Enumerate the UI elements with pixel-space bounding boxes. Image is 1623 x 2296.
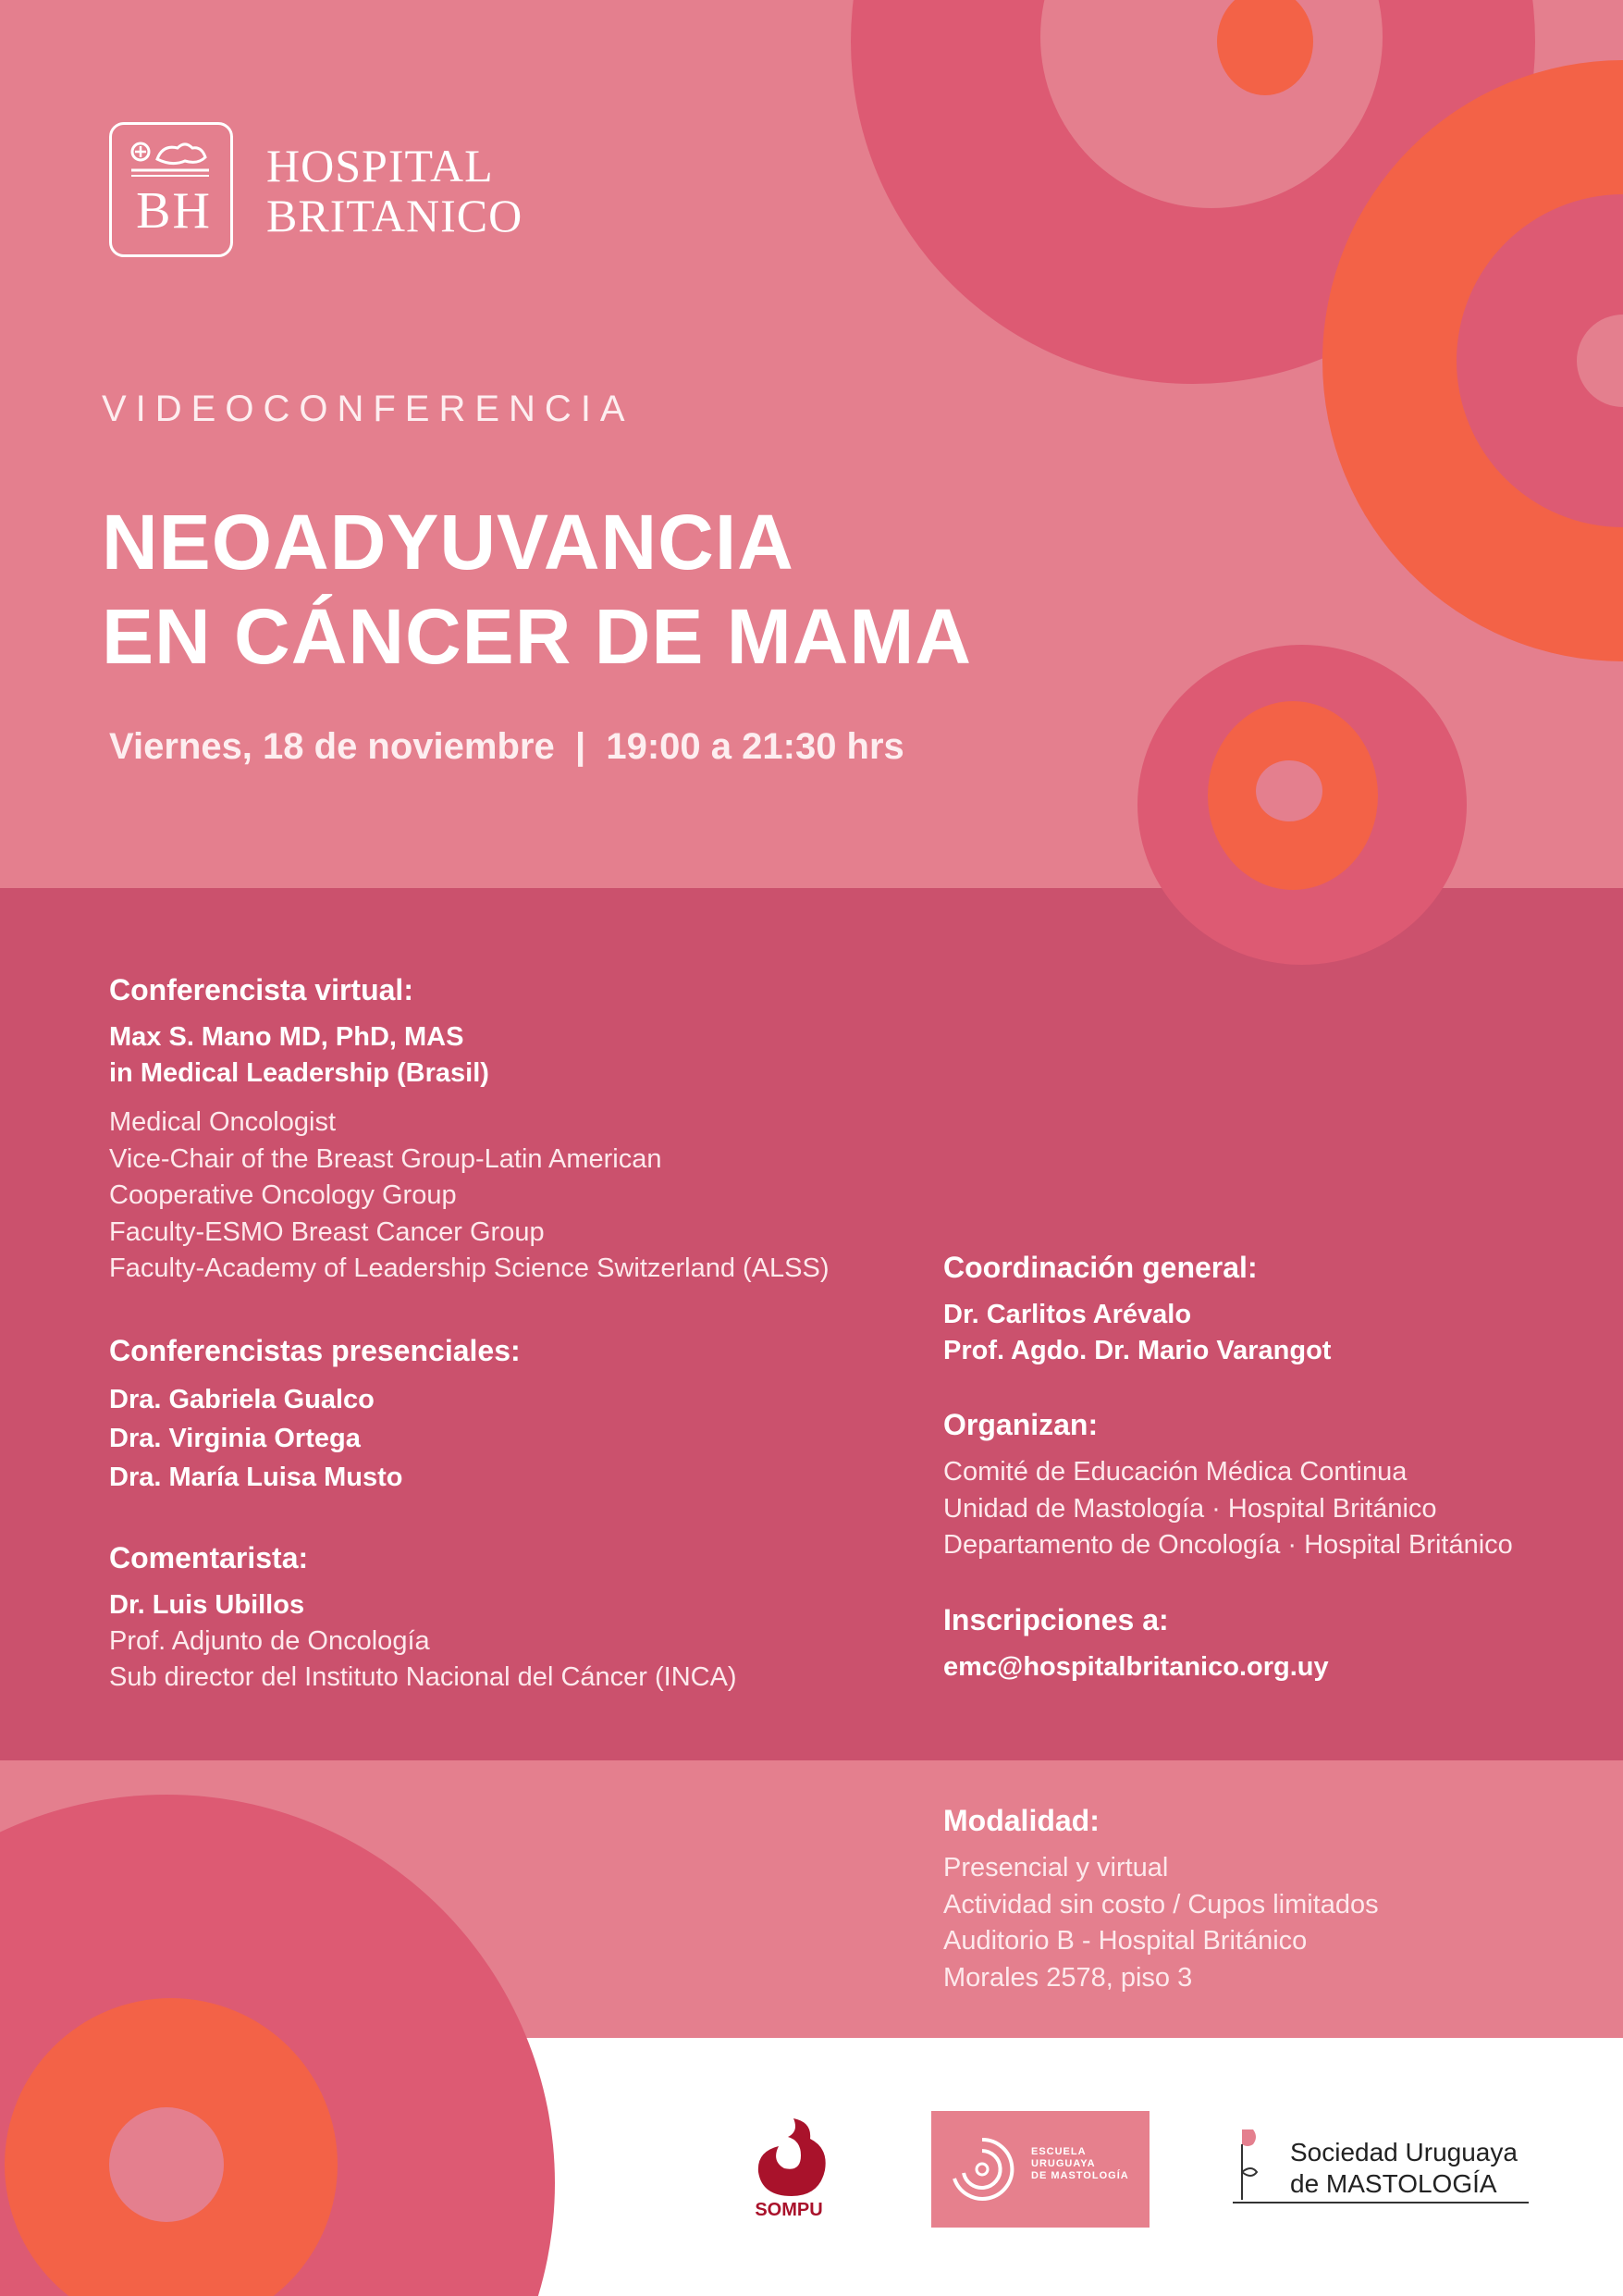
sompu-label: SOMPU (755, 2200, 823, 2220)
lion-crest-icon (124, 137, 216, 183)
comentarista-name: Dr. Luis Ubillos (109, 1589, 305, 1620)
speakers-column (109, 971, 904, 1697)
event-kicker: VIDEOCONFERENCIA (102, 389, 634, 429)
flower-icon (1233, 2128, 1260, 2202)
title-line-1: NEOADYUVANCIA (102, 499, 794, 586)
organizer-item: Departamento de Oncología · Hospital Británico (943, 1530, 1513, 1560)
organizer-item: Unidad de Mastología · Hospital Británico (943, 1493, 1437, 1524)
escuela-line-3: DE MASTOLOGÍA (1031, 2170, 1129, 2181)
escuela-line-1: ESCUELA (1031, 2146, 1087, 2157)
comentarista-role: Prof. Adjunto de Oncología (109, 1625, 430, 1656)
presencial-name: Dra. María Luisa Musto (109, 1462, 403, 1492)
sociedad-line-1: Sociedad Uruguaya (1290, 2138, 1518, 2166)
sociedad-line-2: de MASTOLOGÍA (1290, 2169, 1497, 2198)
modalidad-item: Auditorio B - Hospital Británico (943, 1926, 1308, 1956)
coordinacion-name: Dr. Carlitos Arévalo (943, 1300, 1192, 1329)
virtual-name-2: in Medical Leadership (Brasil) (109, 1058, 489, 1088)
comentarista-heading: Comentarista: (109, 1540, 309, 1574)
virtual-name-1: Max S. Mano MD, PhD, MAS (109, 1022, 464, 1052)
escuela-line-2: URUGUAYA (1031, 2158, 1096, 2169)
logo-monogram: BH (136, 182, 212, 240)
presencial-name: Dra. Virginia Ortega (109, 1423, 361, 1453)
organization-column (943, 1249, 1591, 1685)
event-date: Viernes, 18 de noviembre | 19:00 a 21:30 hrs (109, 726, 904, 767)
title-line-2: EN CÁNCER DE MAMA (102, 593, 972, 680)
virtual-heading: Conferencista virtual: (109, 973, 413, 1006)
modalidad-heading: Modalidad: (943, 1804, 1100, 1837)
presenciales-heading: Conferencistas presenciales: (109, 1333, 521, 1367)
comentarista-role: Sub director del Instituto Nacional del Cáncer (INCA) (109, 1662, 737, 1692)
inscripciones-heading: Inscripciones a: (943, 1602, 1169, 1636)
ring-mid-core (1256, 760, 1322, 821)
virtual-role: Vice-Chair of the Breast Group-Latin American (109, 1143, 662, 1174)
virtual-role: Faculty-Academy of Leadership Science Switzerland (ALSS) (109, 1253, 830, 1283)
mid-right-rings (1137, 645, 1467, 965)
virtual-role: Cooperative Oncology Group (109, 1180, 457, 1210)
modalidad-item: Morales 2578, piso 3 (943, 1962, 1193, 1993)
organizan-heading: Organizan: (943, 1408, 1099, 1441)
bottom-left-rings (0, 1795, 555, 2296)
modalidad-item: Presencial y virtual (943, 1853, 1169, 1882)
sociedad-underline (1233, 2202, 1529, 2203)
escuela-spiral-icon (945, 2132, 1019, 2206)
logo-line-1: HOSPITAL (266, 140, 494, 191)
virtual-role: Medical Oncologist (109, 1107, 336, 1137)
organizer-item: Comité de Educación Médica Continua (943, 1457, 1408, 1487)
coordinacion-name: Prof. Agdo. Dr. Mario Varangot (943, 1336, 1332, 1365)
logo-wordmark (266, 141, 523, 241)
coordinacion-heading: Coordinación general: (943, 1251, 1258, 1284)
presencial-name: Dra. Gabriela Gualco (109, 1384, 375, 1414)
escuela-name (1031, 2146, 1142, 2182)
ring-bottom-core (109, 2107, 224, 2222)
virtual-role: Faculty-ESMO Breast Cancer Group (109, 1216, 545, 1247)
logo-line-2: BRITANICO (266, 190, 523, 241)
registration-email-link[interactable]: emc@hospitalbritanico.org.uy (943, 1651, 1329, 1682)
modality-block (943, 1802, 1591, 1996)
modalidad-item: Actividad sin costo / Cupos limitados (943, 1889, 1379, 1920)
sociedad-name (1290, 2137, 1540, 2200)
event-title (102, 495, 972, 684)
